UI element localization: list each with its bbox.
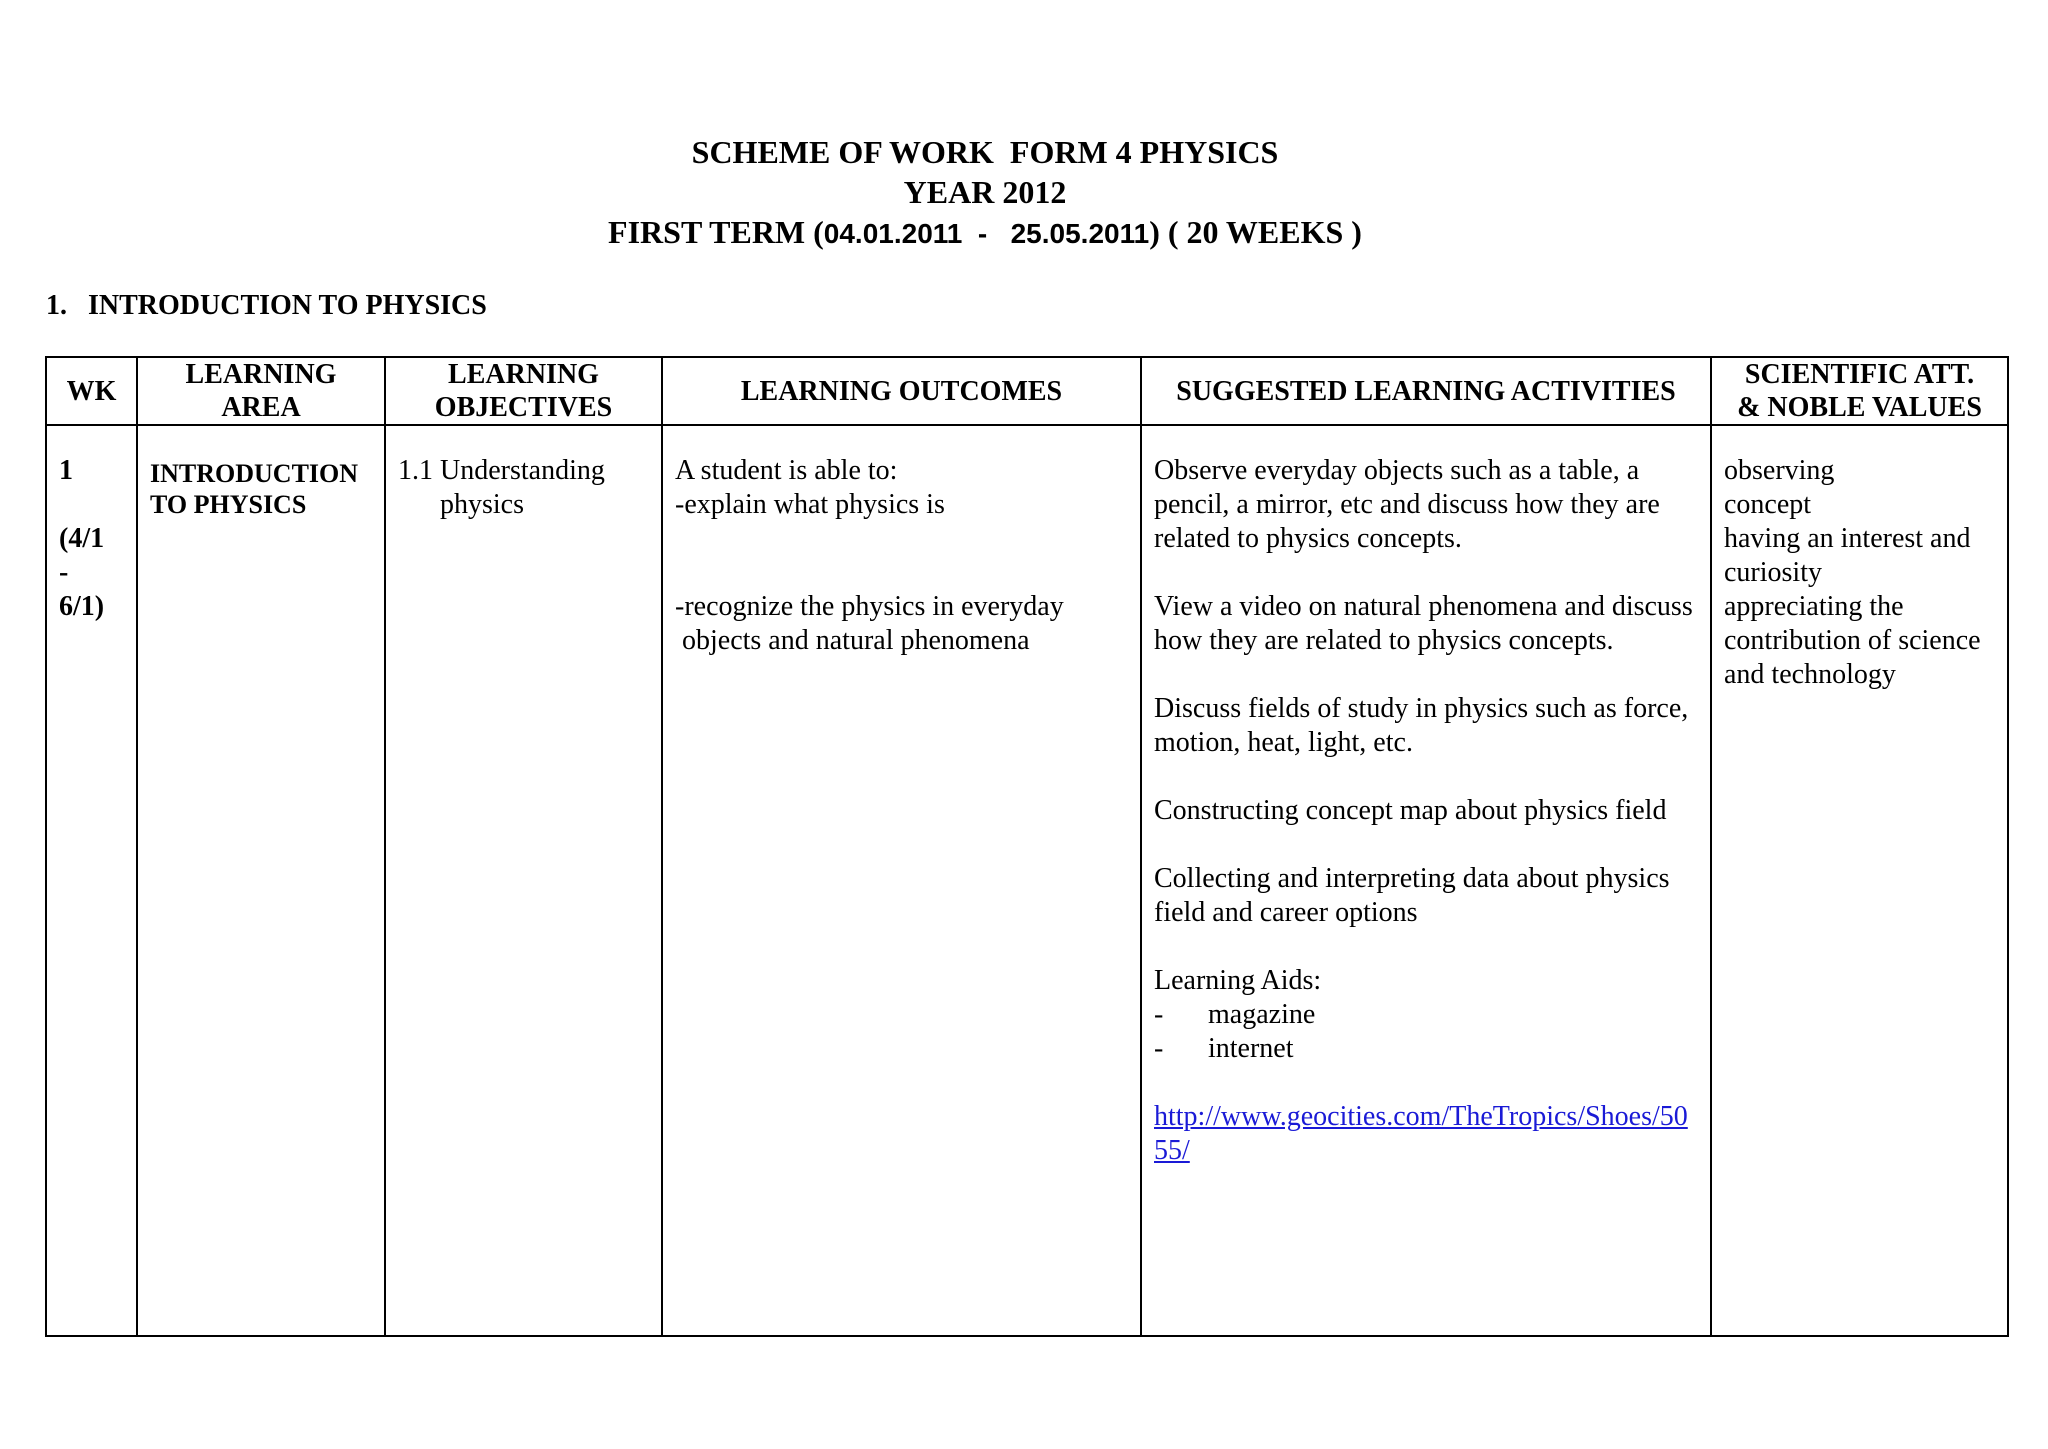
title-term-label: FIRST TERM ( — [608, 214, 824, 250]
header-row — [46, 357, 2008, 425]
cell-learning-objectives — [385, 425, 662, 1336]
outcome-item: -recognize the physics in everyday — [675, 591, 1064, 622]
term-dates: 04.01.2011 - 25.05.2011 — [823, 218, 1150, 249]
activity-paragraph: Observe everyday objects such as a table, a pencil, a mirror, etc and discuss how they are related to physics concepts. — [1154, 455, 1660, 554]
objective-line-1: 1.1 Understanding — [398, 455, 605, 486]
title-line-1: SCHEME OF WORK FORM 4 PHYSICS — [691, 134, 1279, 170]
cell-suggested-activities — [1141, 425, 1711, 1336]
outcome-item: -explain what physics is — [675, 489, 945, 520]
header-scientific-values: SCIENTIFIC ATT. & NOBLE VALUES — [1711, 357, 2008, 425]
learning-aids-heading: Learning Aids: — [1154, 965, 1322, 996]
value-item: contribution of science — [1724, 625, 1981, 656]
week-date-dash: - — [59, 557, 69, 588]
cell-scientific-values — [1711, 425, 2008, 1336]
table-row — [46, 425, 2008, 1336]
week-date-end: 6/1) — [59, 591, 105, 622]
resource-link[interactable]: http://www.geocities.com/TheTropics/Shoes/5055/ — [1154, 1101, 1688, 1166]
learning-aid-item: - internet — [1154, 1033, 1294, 1064]
learning-area-line-2: TO PHYSICS — [150, 490, 307, 519]
value-item: curiosity — [1724, 557, 1822, 588]
title-line-3 — [0, 212, 1970, 254]
title-line-2: YEAR 2012 — [903, 174, 1067, 210]
cell-learning-outcomes — [662, 425, 1141, 1336]
activity-paragraph: Constructing concept map about physics field — [1154, 795, 1667, 826]
header-suggested-activities: SUGGESTED LEARNING ACTIVITIES — [1141, 357, 1711, 425]
cell-week — [46, 425, 137, 1336]
header-learning-outcomes: LEARNING OUTCOMES — [662, 357, 1141, 425]
outcome-item-continued: objects and natural phenomena — [675, 625, 1030, 656]
activity-paragraph: Discuss fields of study in physics such as force, motion, heat, light, etc. — [1154, 693, 1689, 758]
week-date-start: (4/1 — [59, 523, 105, 554]
learning-aid-item: - magazine — [1154, 999, 1316, 1030]
outcomes-intro: A student is able to: — [675, 455, 898, 486]
learning-area-line-1: INTRODUCTION — [150, 459, 359, 488]
value-item: appreciating the — [1724, 591, 1904, 622]
activity-paragraph: Collecting and interpreting data about physics field and career options — [1154, 863, 1670, 928]
value-item: concept — [1724, 489, 1812, 520]
value-item: observing — [1724, 455, 1835, 486]
title-weeks-label: ) ( 20 WEEKS ) — [1149, 214, 1362, 250]
week-number: 1 — [59, 455, 73, 486]
header-wk: WK — [46, 357, 137, 425]
section-heading: 1. INTRODUCTION TO PHYSICS — [46, 290, 487, 321]
header-learning-objectives: LEARNING OBJECTIVES — [385, 357, 662, 425]
scheme-table — [45, 356, 2009, 1337]
document-title — [0, 132, 1970, 254]
value-item: having an interest and — [1724, 523, 1971, 554]
header-learning-area: LEARNING AREA — [137, 357, 385, 425]
objective-line-2: physics — [398, 489, 524, 520]
activity-paragraph: View a video on natural phenomena and discuss how they are related to physics concepts. — [1154, 591, 1693, 656]
value-item: and technology — [1724, 659, 1896, 690]
cell-learning-area — [137, 425, 385, 1336]
